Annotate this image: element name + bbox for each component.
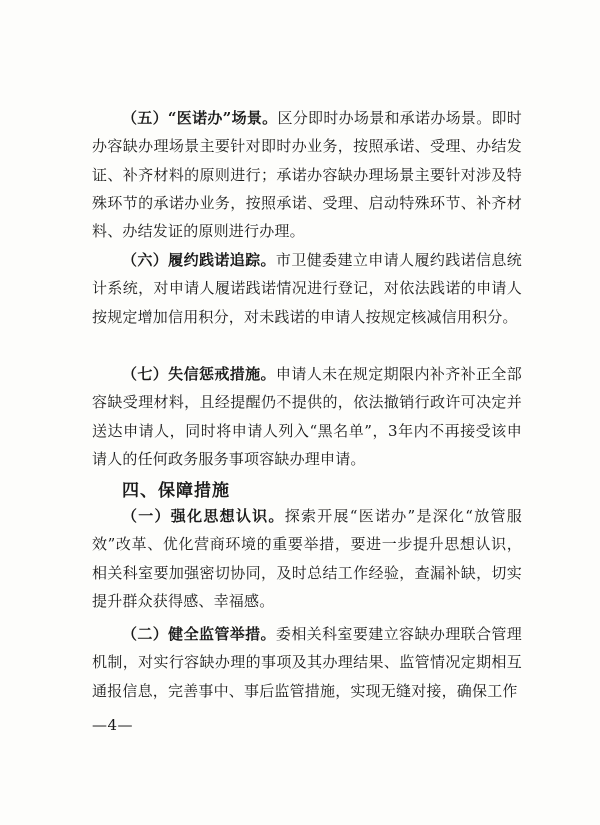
paragraph-lead: （五）“医诺办”场景。: [122, 109, 278, 127]
paragraph-body: 区分即时办场景和承诺办场景。即时办容缺办理场景主要针对即时办业务，按照承诺、受理、办结发证、补齐材料的原则进行；承诺办容缺办理场景主要针对涉及特殊环节的承诺办业务，按照承诺、受理、启动特殊环节、补齐材料、办结发证的原则进行办理。: [92, 109, 522, 241]
paragraph-lead: （六）履约践诺追踪。: [122, 251, 276, 269]
paragraph-body: 申请人未在规定期限内补齐补正全部容缺受理材料，且经提醒仍不提供的，依法撤销行政许可决定并送达申请人，同时将申请人列入“黑名单”，3年内不再接受该申请人的任何政务服务事项容缺办理申请。: [92, 365, 522, 468]
paragraph-body: 市卫健委建立申请人履约践诺信息统计系统，对申请人履诺践诺情况进行登记，对依法践诺的申请人按规定增加信用积分，对未践诺的申请人按规定核减信用积分。: [92, 251, 522, 326]
paragraph-tracking: [92, 246, 522, 331]
paragraph-awareness: [92, 502, 522, 615]
paragraph-body: 委相关科室要建立容缺办理联合管理机制，对实行容缺办理的事项及其办理结果、监管情况定期相互通报信息，完善事中、事后监管措施，实现无缝对接，确保工作: [92, 625, 522, 700]
paragraph-scenario: [92, 104, 522, 245]
page-number: —4—: [92, 716, 134, 734]
paragraph-lead: （二）健全监管举措。: [122, 625, 276, 643]
section-heading: 四、保障措施: [122, 481, 230, 501]
paragraph-lead: （七）失信惩戒措施。: [122, 365, 276, 383]
paragraph-supervision: [92, 620, 522, 705]
paragraph-body: 探索开展“医诺办”是深化“放管服效”改革、优化营商环境的重要举措，要进一步提升思想认识，相关科室要加强密切协同，及时总结工作经验，查漏补缺，切实提升群众获得感、幸福感。: [92, 507, 522, 610]
paragraph-penalty: [92, 360, 522, 473]
paragraph-lead: （一）强化思想认识。: [122, 507, 285, 525]
